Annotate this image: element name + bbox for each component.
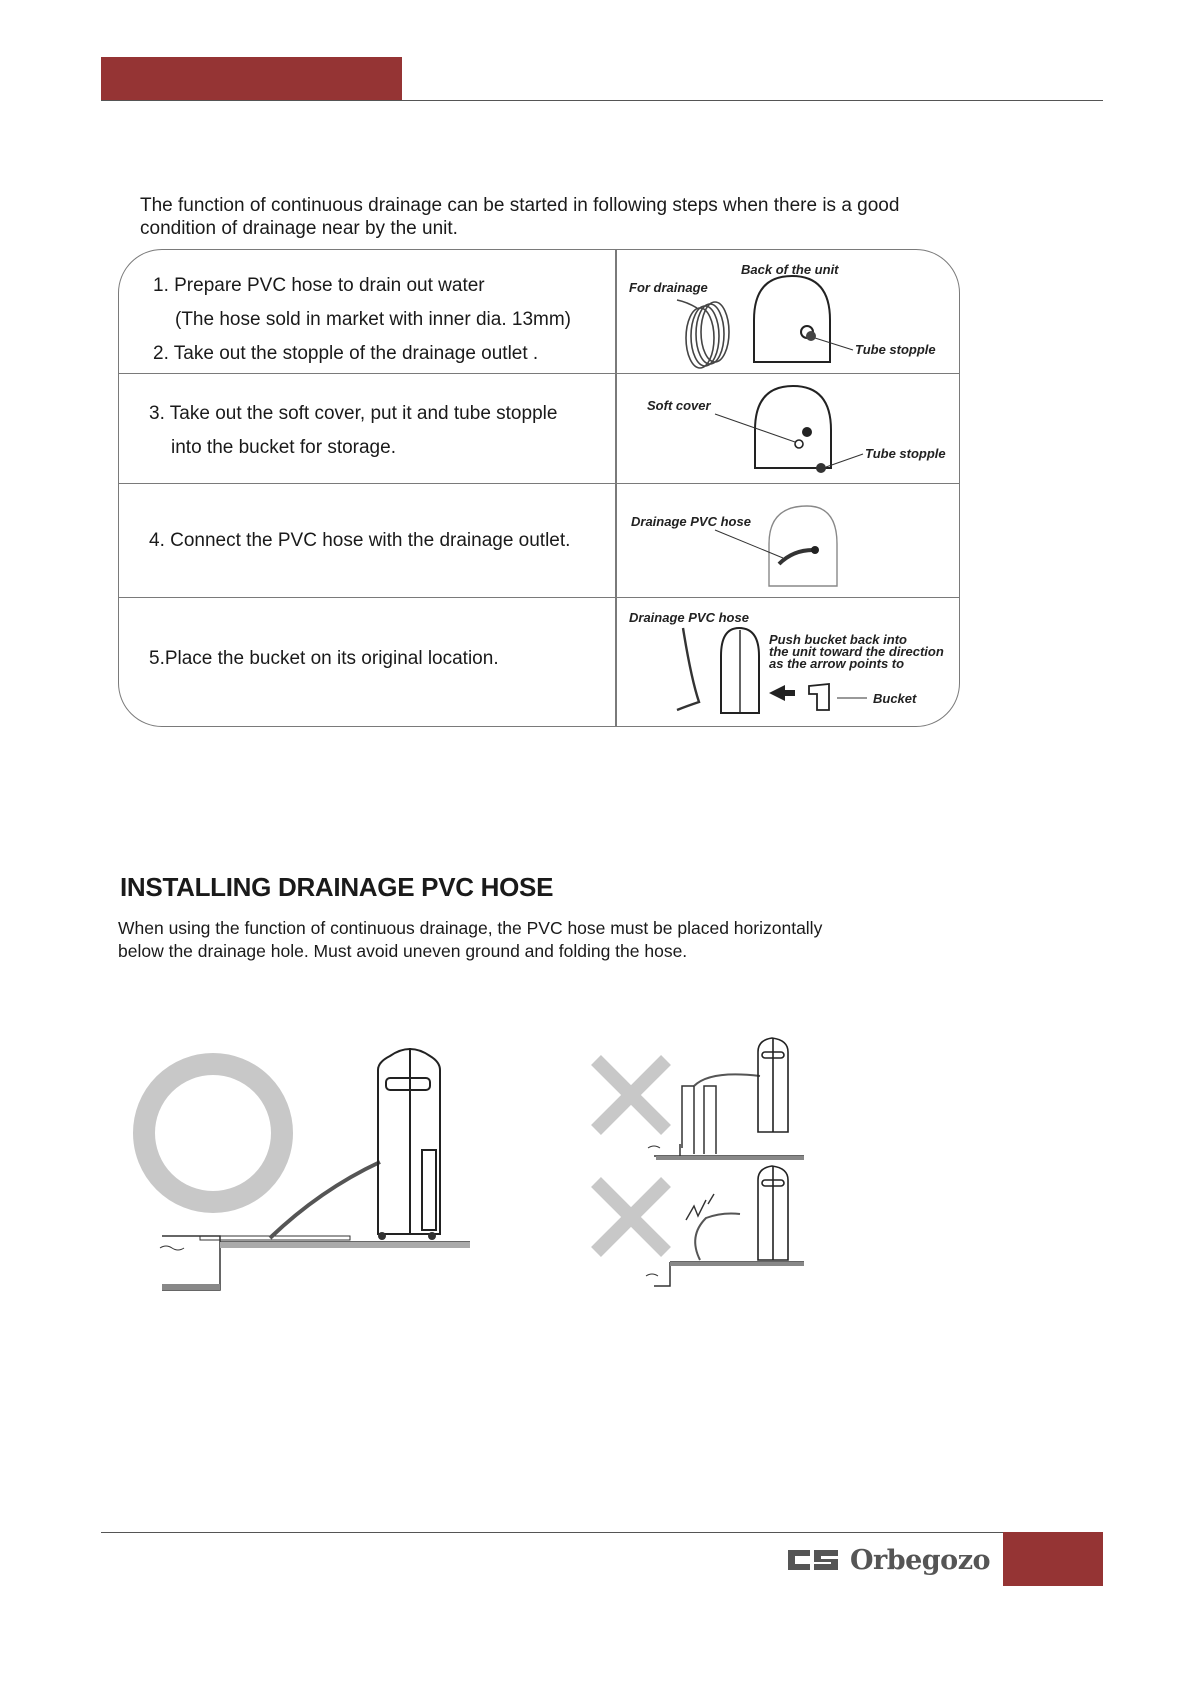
section-title: INSTALLING DRAINAGE PVC HOSE	[120, 872, 554, 902]
dehumidifier-unit-icon-3	[758, 1166, 788, 1260]
drainage-pvc-hose-label-2: Drainage PVC hose	[629, 610, 749, 625]
push-bucket-line-3: as the arrow points to	[769, 656, 905, 671]
section-body-line-2: below the drainage hole. Must avoid uneven ground and folding the hose.	[118, 941, 688, 961]
drainage-pvc-hose-label: Drainage PVC hose	[631, 514, 751, 529]
step-3-line-1: 3. Take out the soft cover, put it and tube stopple	[149, 403, 558, 424]
step-row-2	[119, 374, 959, 484]
cg-logo-icon	[788, 1548, 840, 1572]
tube-stopple-label: Tube stopple	[855, 342, 936, 357]
push-bucket-line-1: Push bucket back into	[769, 632, 907, 647]
bucket-label: Bucket	[873, 691, 917, 706]
unit-back-icon-2	[755, 386, 831, 468]
dehumidifier-unit-icon	[378, 1048, 440, 1234]
step-5-illustration	[617, 598, 959, 727]
pvc-hose-icon	[270, 1162, 380, 1238]
folded-hose-icon	[695, 1214, 740, 1261]
intro-line-2: condition of drainage near by the unit.	[140, 218, 458, 239]
wrong-installation-folded-hose	[590, 1164, 810, 1292]
soft-cover-label: Soft cover	[647, 398, 711, 413]
step-1-illustration	[617, 250, 959, 374]
section-body	[118, 917, 822, 963]
footer-rule	[101, 1532, 1003, 1533]
brand-name: Orbegozo	[850, 1544, 991, 1576]
intro-line-1: The function of continuous drainage can be started in following steps when there is a good	[140, 195, 900, 216]
step-3-line-2: into the bucket for storage.	[171, 437, 396, 458]
arrow-left-icon	[769, 685, 795, 701]
drainage-steps-table	[118, 249, 960, 727]
step-4-line-1: 4. Connect the PVC hose with the drainage outlet.	[149, 530, 571, 551]
step-row-1	[119, 250, 959, 374]
back-of-unit-label: Back of the unit	[741, 262, 839, 277]
push-bucket-line-2: the unit toward the direction	[769, 644, 944, 659]
soft-cover-icon	[802, 427, 812, 437]
step-3-illustration	[617, 374, 959, 484]
wrong-cross-icon-2	[596, 1182, 666, 1252]
correct-circle-icon	[144, 1064, 282, 1202]
brand-logo	[788, 1543, 990, 1577]
stopple-icon-2	[816, 463, 826, 473]
hose-line-icon	[677, 628, 699, 710]
step-4-illustration	[617, 484, 959, 598]
header-rule	[101, 100, 1103, 101]
unit-back-icon	[754, 276, 830, 362]
section-body-line-1: When using the function of continuous drainage, the PVC hose must be placed horizontally	[118, 918, 823, 938]
tube-stopple-label-2: Tube stopple	[865, 446, 946, 461]
correct-installation-illustration	[120, 1040, 480, 1300]
wrong-installation-raised-hose	[590, 1036, 810, 1164]
hose-coil-icon	[677, 300, 729, 368]
header-accent-bar	[101, 57, 402, 100]
raised-hose-icon	[682, 1086, 716, 1154]
step-5-line-1: 5.Place the bucket on its original location.	[149, 648, 499, 669]
step-1-line-2: (The hose sold in market with inner dia. 13mm)	[175, 309, 571, 330]
unit-back-icon-3	[769, 506, 837, 586]
footer-accent-block	[1003, 1532, 1103, 1586]
wrong-cross-icon	[596, 1060, 666, 1130]
hose-connector-icon	[779, 550, 813, 564]
bucket-icon	[809, 684, 829, 710]
step-row-4	[119, 598, 959, 727]
dehumidifier-unit-icon-2	[758, 1038, 788, 1132]
step-1-line-1: 1. Prepare PVC hose to drain out water	[153, 275, 485, 296]
for-drainage-label: For drainage	[629, 280, 708, 295]
step-row-3	[119, 484, 959, 598]
intro-text	[140, 194, 990, 240]
step-1-line-3: 2. Take out the stopple of the drainage outlet .	[153, 343, 539, 364]
